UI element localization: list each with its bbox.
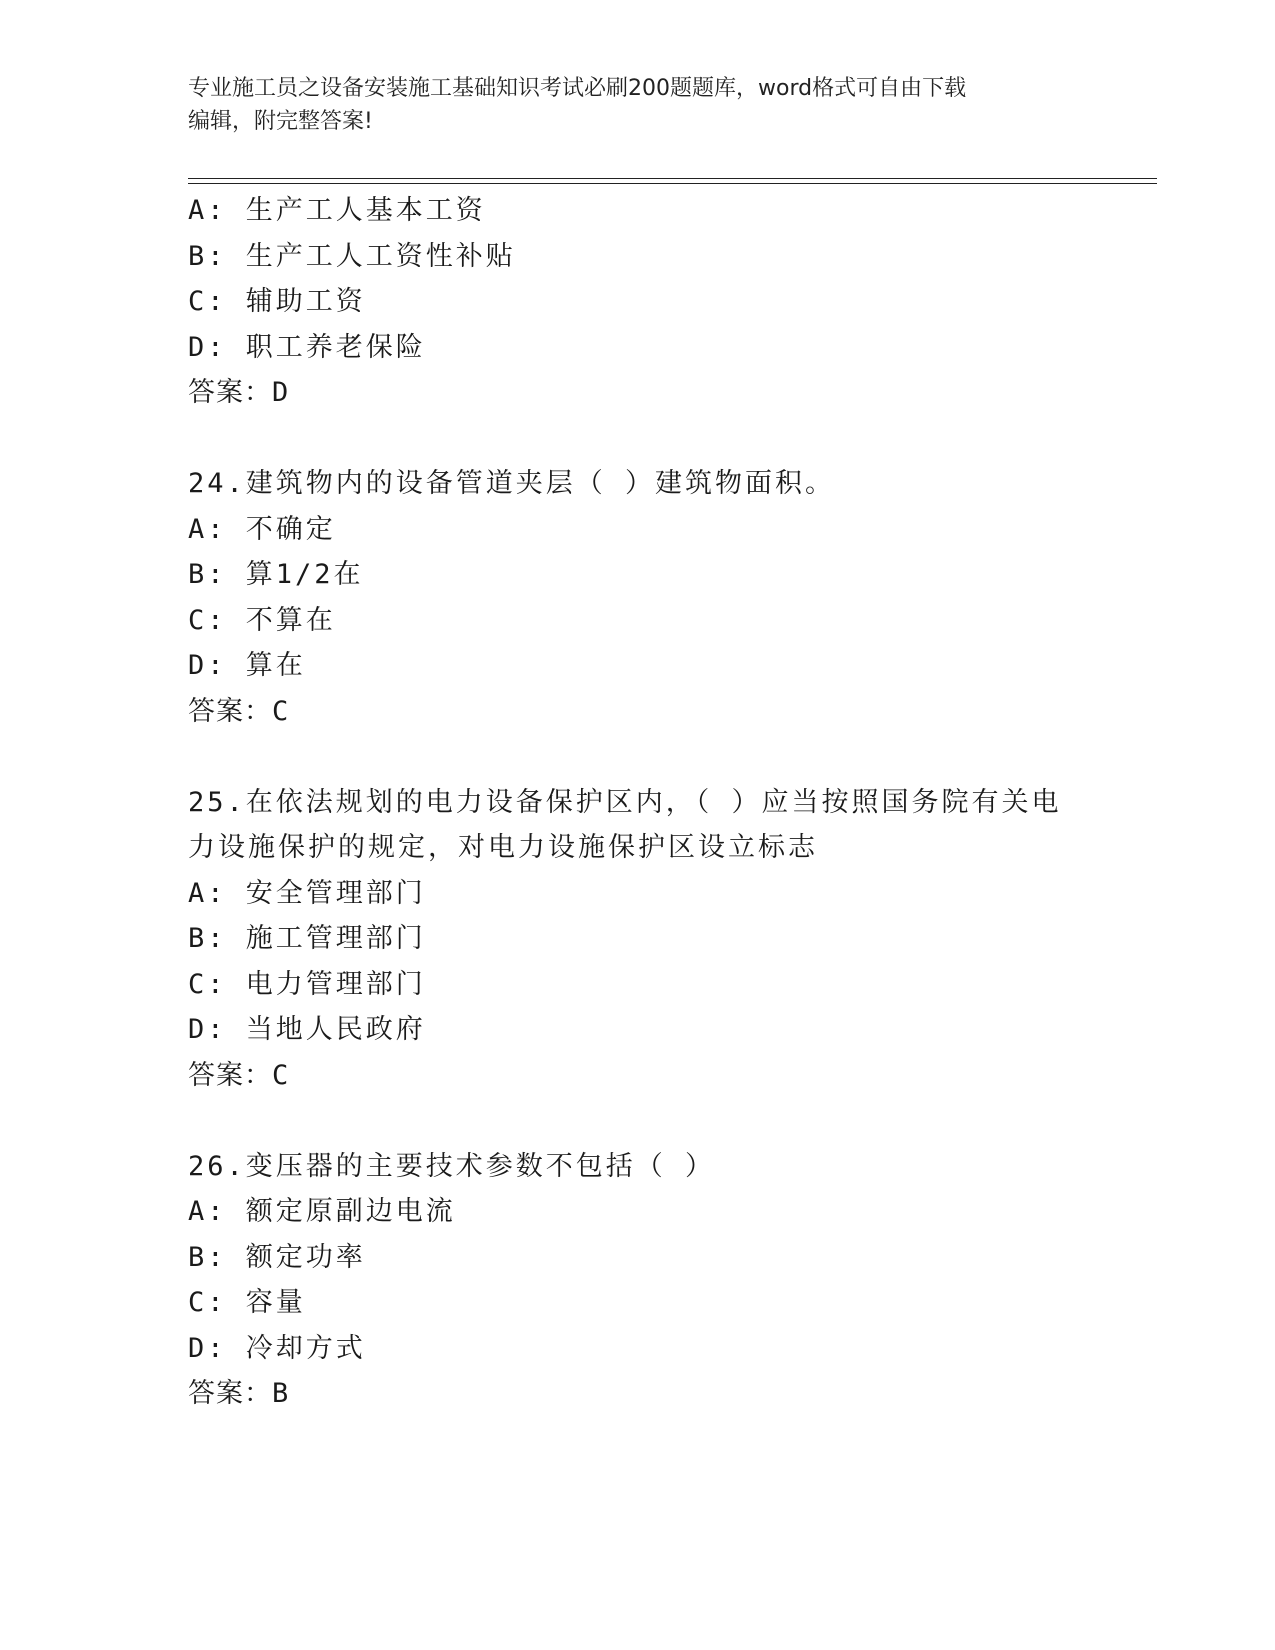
answer-value: C: [272, 695, 290, 727]
option-a: A: 生产工人基本工资: [188, 195, 486, 226]
answer-line: [188, 689, 1088, 735]
question-23-continued: [188, 188, 1088, 416]
header-rule-bottom: [188, 183, 1157, 184]
option-a: A: 安全管理部门: [188, 877, 426, 909]
answer-value: D: [272, 377, 290, 408]
option-d: D: 冷却方式: [188, 1332, 366, 1364]
answer-label: 答案：: [188, 377, 272, 408]
question-25: [188, 780, 1088, 1099]
option-d: D: 算在: [188, 650, 306, 681]
option-b: B: 生产工人工资性补贴: [188, 240, 516, 272]
option-b: B: 施工管理部门: [188, 923, 426, 954]
option-d: D: 当地人民政府: [188, 1014, 426, 1045]
question-26: [188, 1144, 1088, 1417]
answer-line: [188, 1371, 1088, 1417]
question-24: [188, 461, 1088, 734]
document-header: 专业施工员之设备安装施工基础知识考试必刷200题题库，word格式可自由下载 编辑，附完整答案!: [188, 76, 967, 134]
answer-value: B: [272, 1378, 290, 1409]
question-list: [188, 188, 1088, 1417]
option-c: C: 容量: [188, 1287, 306, 1318]
answer-line: [188, 1053, 1088, 1099]
option-c: C: 电力管理部门: [188, 968, 426, 1000]
answer-label: 答案：: [188, 1059, 272, 1091]
question-stem: 25.在依法规划的电力设备保护区内，（ ）应当按照国务院有关电力设施保护的规定，对电力设施保护区设立标志: [188, 786, 1062, 863]
question-stem: 26.变压器的主要技术参数不包括（ ）: [188, 1150, 716, 1182]
answer-label: 答案：: [188, 1378, 272, 1409]
option-a: A: 额定原副边电流: [188, 1196, 456, 1227]
option-d: D: 职工养老保险: [188, 331, 426, 363]
option-b: B: 额定功率: [188, 1241, 366, 1273]
option-c: C: 辅助工资: [188, 286, 366, 317]
option-b: B: 算1/2在: [188, 559, 364, 590]
answer-label: 答案：: [188, 695, 272, 727]
header-rule-top: [188, 178, 1157, 179]
answer-line: [188, 370, 1088, 416]
option-a: A: 不确定: [188, 513, 336, 545]
question-stem: 24.建筑物内的设备管道夹层（ ）建筑物面积。: [188, 468, 836, 499]
answer-value: C: [272, 1059, 290, 1091]
option-c: C: 不算在: [188, 604, 336, 636]
